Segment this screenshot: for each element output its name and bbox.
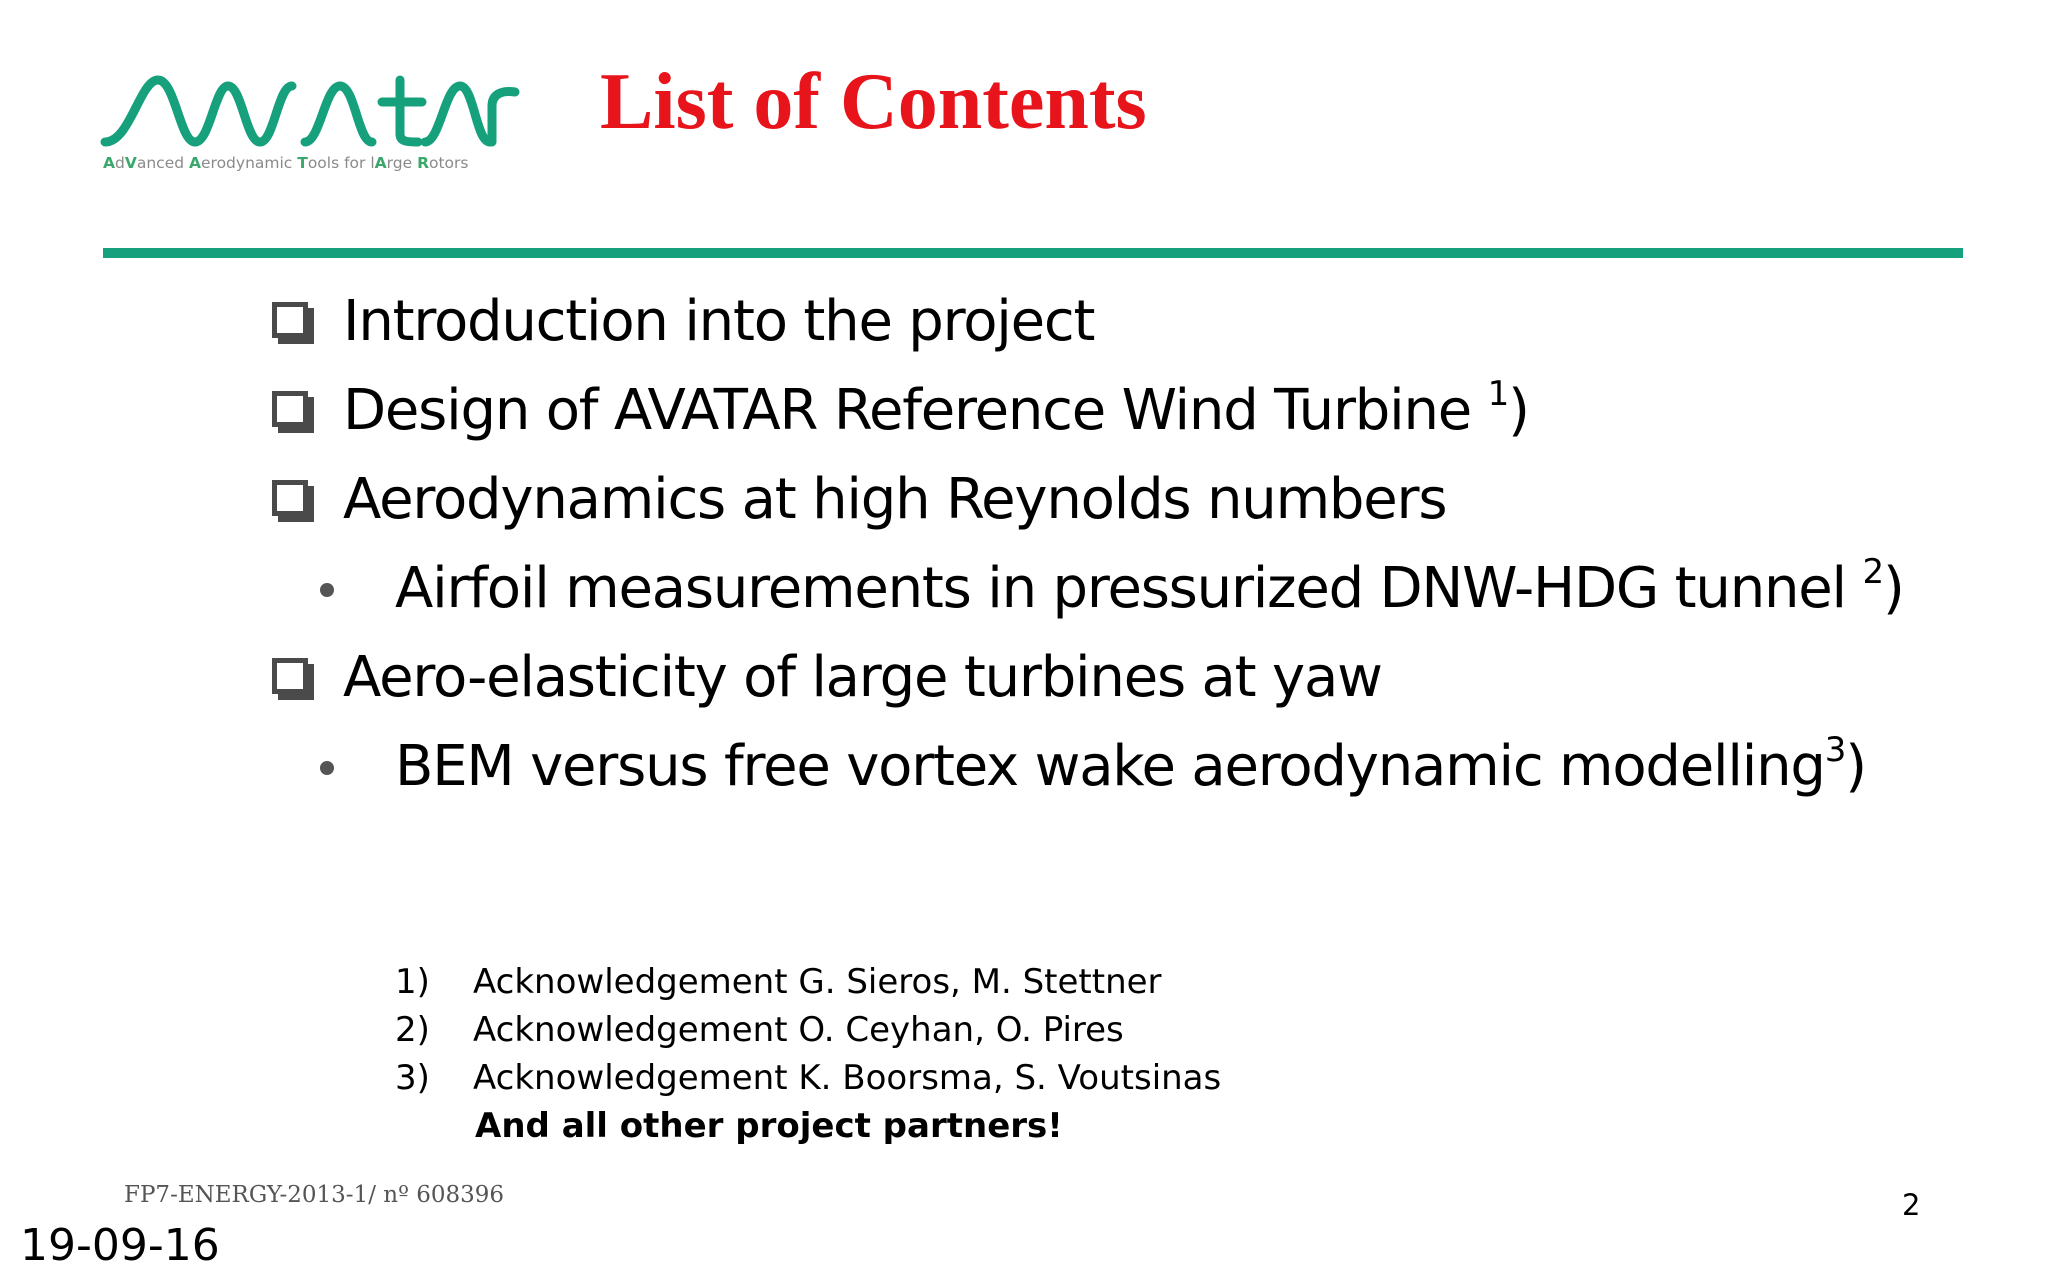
checkbox-icon: [272, 302, 308, 338]
item-label: BEM versus free vortex wake aerodynamic modelling: [395, 734, 1825, 799]
checkbox-icon: [272, 480, 308, 516]
tagline-part: A: [103, 154, 115, 172]
footnote-close: ): [1508, 378, 1529, 443]
logo-tagline: [103, 154, 469, 172]
contents-item-text: [343, 285, 1094, 359]
page-title: List of Contents: [600, 58, 1147, 146]
tagline-part: rge: [386, 154, 418, 172]
bullet-icon: [320, 583, 334, 597]
footnote-close: ): [1882, 556, 1904, 621]
item-label: Introduction into the project: [343, 289, 1095, 354]
tagline-part: d: [115, 154, 125, 172]
tagline-part: ools for l: [307, 154, 375, 172]
contents-item-text: [343, 374, 1529, 448]
contents-item-text: [343, 463, 1446, 537]
footnote-ref: 3: [1824, 730, 1846, 770]
contents-item-text: [395, 552, 1904, 626]
avatar-logo: [100, 72, 530, 182]
footnote-text: Acknowledgement O. Ceyhan, O. Pires: [473, 1010, 1124, 1050]
tagline-part: anced: [136, 154, 189, 172]
slide-date: 19-09-16: [20, 1220, 220, 1271]
page-number: 2: [1902, 1188, 1921, 1222]
item-label: Airfoil measurements in pressurized DNW-HDG tunnel: [395, 556, 1863, 621]
tagline-part: erodynamic: [201, 154, 298, 172]
contents-item-text: [395, 730, 1866, 804]
tagline-part: otors: [429, 154, 469, 172]
checkbox-icon: [272, 391, 308, 427]
footnote-text: Acknowledgement K. Boorsma, S. Voutsinas: [473, 1058, 1222, 1098]
tagline-part: A: [189, 154, 201, 172]
item-label: Aero-elasticity of large turbines at yaw: [343, 645, 1382, 710]
item-label: Aerodynamics at high Reynolds numbers: [343, 467, 1447, 532]
tagline-part: V: [124, 154, 137, 172]
footnote-ref: 2: [1862, 552, 1883, 592]
footnote-text: Acknowledgement G. Sieros, M. Stettner: [473, 962, 1162, 1002]
footnote-ref: 1: [1487, 374, 1509, 414]
tagline-part: A: [374, 154, 387, 172]
header-divider: [103, 248, 1963, 258]
contents-item-text: [343, 641, 1382, 715]
avatar-wordmark-icon: [100, 72, 520, 152]
bullet-icon: [320, 761, 334, 775]
footnote-number: 1): [395, 962, 430, 1002]
grant-number: FP7-ENERGY-2013-1/ nº 608396: [124, 1182, 504, 1208]
footnote-text: And all other project partners!: [475, 1106, 1063, 1146]
footnote-number: 2): [395, 1010, 430, 1050]
tagline-part: T: [297, 154, 308, 172]
footnote-close: ): [1845, 734, 1866, 799]
item-label: Design of AVATAR Reference Wind Turbine: [343, 378, 1488, 443]
tagline-part: R: [417, 154, 429, 172]
checkbox-icon: [272, 658, 308, 694]
footnote-number: 3): [395, 1058, 430, 1098]
